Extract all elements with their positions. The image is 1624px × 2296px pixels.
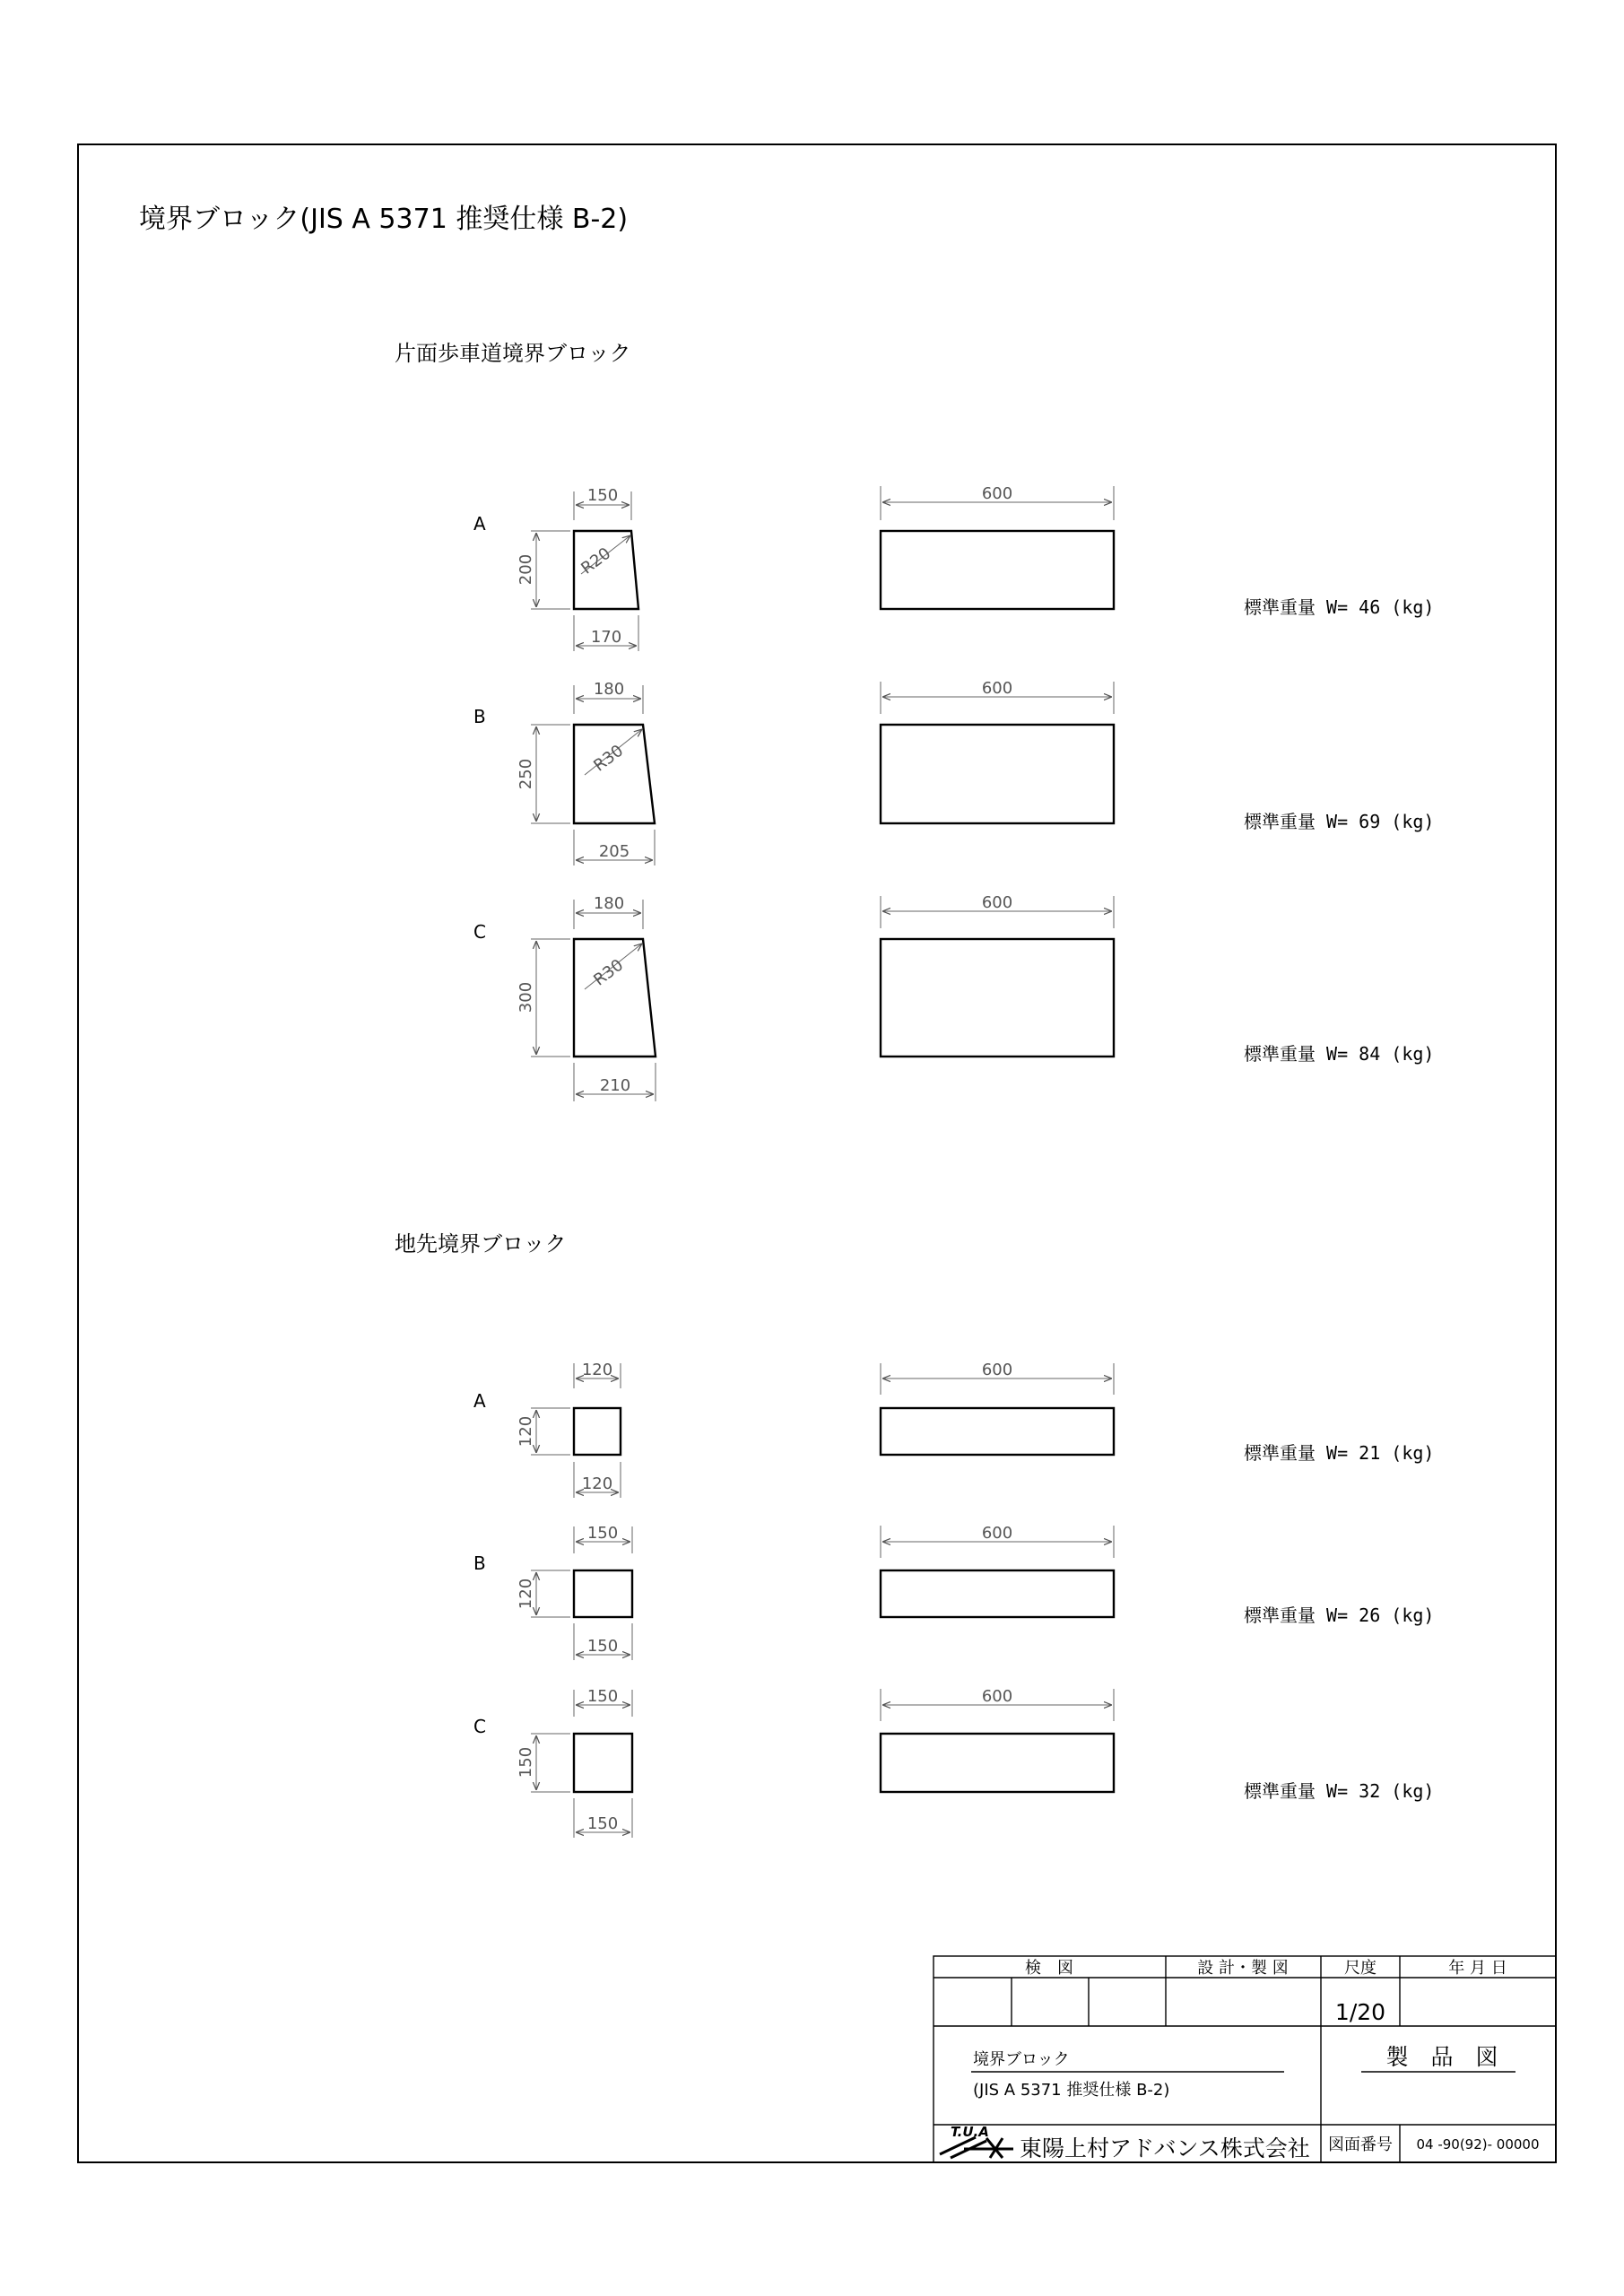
tua-logo-text: T.U.A: [951, 2124, 989, 2140]
corner-radius-label: R20: [578, 544, 615, 578]
block-side-view: [881, 531, 1114, 609]
block-cross-section: [574, 1408, 621, 1455]
design-drafting-header: 設 計・製 図: [1197, 1959, 1289, 1978]
top-width-dimension: 150: [586, 1687, 619, 1706]
bottom-width-dimension: 150: [586, 1637, 619, 1656]
curb-block-a: [473, 484, 1434, 651]
standard-weight: 標準重量 W= 32 (kg): [1244, 1780, 1435, 1802]
curb-block-b: [473, 679, 1434, 865]
block-side-view: [881, 939, 1114, 1057]
height-dimension: 120: [517, 1415, 535, 1448]
date-header: 年 月 日: [1448, 1959, 1507, 1978]
section-heading-boundary-block: 地先境界ブロック: [395, 1231, 567, 1257]
height-dimension: 200: [517, 553, 535, 586]
drawing-name: 境界ブロック: [973, 2050, 1070, 2069]
block-side-view: [881, 1408, 1114, 1455]
block-side-view: [881, 1734, 1114, 1792]
block-side-view: [881, 1570, 1114, 1617]
height-dimension: 120: [517, 1578, 535, 1610]
top-width-dimension: 150: [586, 486, 619, 505]
corner-radius-label: R30: [590, 741, 628, 776]
curb-block-c: [473, 893, 1434, 1101]
block-label: B: [473, 1552, 486, 1574]
bottom-width-dimension: 210: [599, 1076, 631, 1095]
corner-radius-label: R30: [590, 955, 628, 990]
length-dimension: 600: [981, 1524, 1013, 1543]
boundary-block-c: [473, 1687, 1434, 1838]
section-heading-one-side-curb: 片面歩車道境界ブロック: [395, 341, 631, 366]
top-width-dimension: 150: [586, 1524, 619, 1543]
scale-header: 尺度: [1344, 1959, 1376, 1978]
length-dimension: 600: [981, 484, 1013, 503]
standard-weight: 標準重量 W= 84 (kg): [1244, 1043, 1435, 1065]
height-dimension: 250: [517, 758, 535, 790]
scale-value: 1/20: [1334, 1999, 1386, 2025]
block-side-view: [881, 725, 1114, 823]
block-label: A: [473, 513, 486, 535]
standard-weight: 標準重量 W= 26 (kg): [1244, 1605, 1435, 1626]
bottom-width-dimension: 120: [581, 1474, 613, 1493]
length-dimension: 600: [981, 893, 1013, 912]
drawing-name-spec: (JIS A 5371 推奨仕様 B-2): [973, 2081, 1170, 2100]
company-logo: [940, 2124, 1013, 2158]
drawing-title: 境界ブロック(JIS A 5371 推奨仕様 B-2): [139, 204, 629, 235]
company-name: 東陽上村アドバンス株式会社: [1020, 2135, 1310, 2161]
height-dimension: 300: [517, 981, 535, 1013]
title-block: [934, 1956, 1556, 2162]
bottom-width-dimension: 170: [590, 628, 622, 647]
standard-weight: 標準重量 W= 69 (kg): [1244, 811, 1435, 832]
top-width-dimension: 120: [581, 1361, 613, 1379]
block-cross-section: [574, 1570, 632, 1617]
boundary-block-b: [473, 1524, 1434, 1660]
height-dimension: 150: [517, 1746, 535, 1779]
standard-weight: 標準重量 W= 46 (kg): [1244, 596, 1435, 618]
top-width-dimension: 180: [593, 680, 625, 699]
block-label: C: [473, 1716, 486, 1737]
product-drawing-label: 製 品 図: [1385, 2044, 1498, 2070]
block-label: B: [473, 706, 486, 727]
boundary-block-a: [473, 1361, 1434, 1498]
length-dimension: 600: [981, 1687, 1013, 1706]
length-dimension: 600: [981, 679, 1013, 698]
bottom-width-dimension: 150: [586, 1814, 619, 1833]
top-width-dimension: 180: [593, 894, 625, 913]
standard-weight: 標準重量 W= 21 (kg): [1244, 1442, 1435, 1464]
block-label: C: [473, 921, 486, 943]
bottom-width-dimension: 205: [598, 842, 630, 861]
logo-mark-icon: [940, 2137, 1013, 2158]
block-cross-section: [574, 1734, 632, 1792]
drawing-frame: [78, 144, 1556, 2162]
drawing-number-label: 図面番号: [1328, 2135, 1393, 2154]
block-label: A: [473, 1390, 486, 1412]
length-dimension: 600: [981, 1361, 1013, 1379]
drawing-number: 04 -90(92)- 00000: [1416, 2136, 1540, 2152]
inspection-header: 検 図: [1025, 1959, 1073, 1978]
